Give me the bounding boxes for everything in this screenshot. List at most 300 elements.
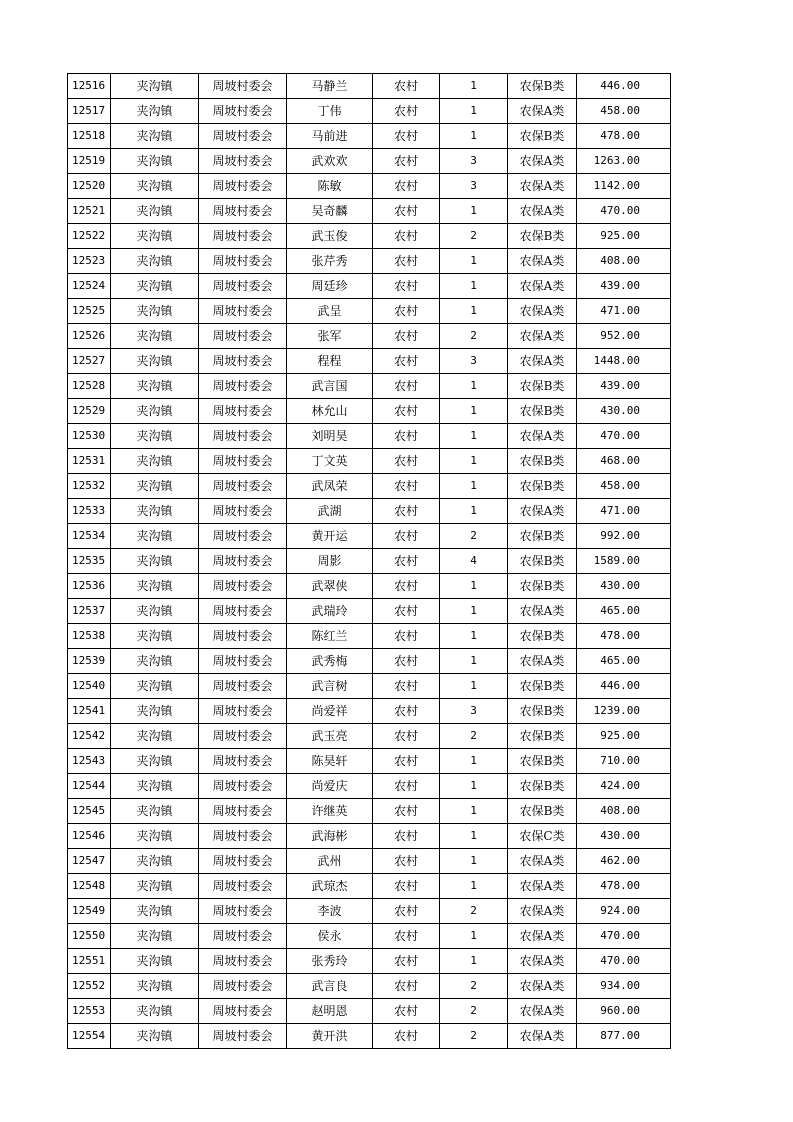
village-committee-cell: 周坡村委会	[199, 374, 287, 399]
table-row	[68, 1024, 671, 1049]
village-committee-cell: 周坡村委会	[199, 899, 287, 924]
insurance-category-cell: 农保A类	[508, 849, 577, 874]
insurance-category-cell: 农保A类	[508, 974, 577, 999]
insurance-category-cell: 农保C类	[508, 824, 577, 849]
record-id-cell: 12523	[68, 249, 111, 274]
insurance-category-cell: 农保B类	[508, 774, 577, 799]
household-count-cell: 1	[440, 574, 508, 599]
insurance-category-cell: 农保B类	[508, 549, 577, 574]
person-name-cell: 黄开洪	[287, 1024, 373, 1049]
table-row	[68, 674, 671, 699]
insurance-category-cell: 农保A类	[508, 599, 577, 624]
record-id-cell: 12520	[68, 174, 111, 199]
household-count-cell: 1	[440, 74, 508, 99]
town-cell: 夹沟镇	[111, 174, 199, 199]
table-row	[68, 749, 671, 774]
insurance-category-cell: 农保A类	[508, 274, 577, 299]
village-committee-cell: 周坡村委会	[199, 474, 287, 499]
village-committee-cell: 周坡村委会	[199, 724, 287, 749]
insurance-category-cell: 农保B类	[508, 374, 577, 399]
person-name-cell: 武欢欢	[287, 149, 373, 174]
insurance-category-cell: 农保A类	[508, 99, 577, 124]
table-row	[68, 874, 671, 899]
area-type-cell: 农村	[373, 899, 440, 924]
household-count-cell: 1	[440, 99, 508, 124]
village-committee-cell: 周坡村委会	[199, 974, 287, 999]
household-count-cell: 2	[440, 974, 508, 999]
area-type-cell: 农村	[373, 374, 440, 399]
household-count-cell: 1	[440, 299, 508, 324]
record-id-cell: 12545	[68, 799, 111, 824]
record-id-cell: 12526	[68, 324, 111, 349]
household-count-cell: 1	[440, 749, 508, 774]
household-count-cell: 1	[440, 474, 508, 499]
amount-cell: 468.00	[577, 449, 671, 474]
household-count-cell: 1	[440, 374, 508, 399]
area-type-cell: 农村	[373, 524, 440, 549]
village-committee-cell: 周坡村委会	[199, 649, 287, 674]
town-cell: 夹沟镇	[111, 824, 199, 849]
insurance-category-cell: 农保B类	[508, 449, 577, 474]
person-name-cell: 武言国	[287, 374, 373, 399]
record-id-cell: 12521	[68, 199, 111, 224]
table-row	[68, 774, 671, 799]
table-row	[68, 524, 671, 549]
area-type-cell: 农村	[373, 249, 440, 274]
amount-cell: 430.00	[577, 399, 671, 424]
amount-cell: 446.00	[577, 74, 671, 99]
village-committee-cell: 周坡村委会	[199, 99, 287, 124]
household-count-cell: 1	[440, 674, 508, 699]
area-type-cell: 农村	[373, 1024, 440, 1049]
person-name-cell: 陈昊轩	[287, 749, 373, 774]
insurance-category-cell: 农保B类	[508, 224, 577, 249]
person-name-cell: 武凤荣	[287, 474, 373, 499]
village-committee-cell: 周坡村委会	[199, 774, 287, 799]
amount-cell: 471.00	[577, 299, 671, 324]
amount-cell: 992.00	[577, 524, 671, 549]
area-type-cell: 农村	[373, 824, 440, 849]
household-count-cell: 1	[440, 874, 508, 899]
amount-cell: 478.00	[577, 624, 671, 649]
amount-cell: 458.00	[577, 99, 671, 124]
insurance-category-cell: 农保B类	[508, 124, 577, 149]
town-cell: 夹沟镇	[111, 849, 199, 874]
town-cell: 夹沟镇	[111, 949, 199, 974]
town-cell: 夹沟镇	[111, 299, 199, 324]
area-type-cell: 农村	[373, 574, 440, 599]
record-id-cell: 12549	[68, 899, 111, 924]
record-id-cell: 12542	[68, 724, 111, 749]
insurance-category-cell: 农保A类	[508, 899, 577, 924]
household-count-cell: 2	[440, 999, 508, 1024]
table-row	[68, 824, 671, 849]
person-name-cell: 刘明昊	[287, 424, 373, 449]
record-id-cell: 12540	[68, 674, 111, 699]
village-committee-cell: 周坡村委会	[199, 624, 287, 649]
amount-cell: 1142.00	[577, 174, 671, 199]
village-committee-cell: 周坡村委会	[199, 199, 287, 224]
village-committee-cell: 周坡村委会	[199, 424, 287, 449]
table-row	[68, 899, 671, 924]
town-cell: 夹沟镇	[111, 999, 199, 1024]
table-row	[68, 324, 671, 349]
insurance-category-cell: 农保B类	[508, 524, 577, 549]
table-row	[68, 424, 671, 449]
town-cell: 夹沟镇	[111, 124, 199, 149]
household-count-cell: 1	[440, 799, 508, 824]
person-name-cell: 许继英	[287, 799, 373, 824]
insurance-category-cell: 农保B类	[508, 74, 577, 99]
area-type-cell: 农村	[373, 324, 440, 349]
record-id-cell: 12524	[68, 274, 111, 299]
record-id-cell: 12548	[68, 874, 111, 899]
insurance-category-cell: 农保B类	[508, 574, 577, 599]
household-count-cell: 1	[440, 499, 508, 524]
amount-cell: 470.00	[577, 424, 671, 449]
area-type-cell: 农村	[373, 149, 440, 174]
person-name-cell: 张芹秀	[287, 249, 373, 274]
area-type-cell: 农村	[373, 699, 440, 724]
record-id-cell: 12537	[68, 599, 111, 624]
person-name-cell: 丁文英	[287, 449, 373, 474]
village-committee-cell: 周坡村委会	[199, 874, 287, 899]
table-row	[68, 974, 671, 999]
table-row	[68, 399, 671, 424]
person-name-cell: 程程	[287, 349, 373, 374]
person-name-cell: 武呈	[287, 299, 373, 324]
person-name-cell: 武海彬	[287, 824, 373, 849]
area-type-cell: 农村	[373, 124, 440, 149]
record-id-cell: 12517	[68, 99, 111, 124]
amount-cell: 960.00	[577, 999, 671, 1024]
table-row	[68, 474, 671, 499]
amount-cell: 1239.00	[577, 699, 671, 724]
town-cell: 夹沟镇	[111, 799, 199, 824]
household-count-cell: 1	[440, 649, 508, 674]
person-name-cell: 尚爱祥	[287, 699, 373, 724]
record-id-cell: 12546	[68, 824, 111, 849]
insurance-category-cell: 农保A类	[508, 649, 577, 674]
village-committee-cell: 周坡村委会	[199, 549, 287, 574]
village-committee-cell: 周坡村委会	[199, 74, 287, 99]
area-type-cell: 农村	[373, 649, 440, 674]
area-type-cell: 农村	[373, 474, 440, 499]
area-type-cell: 农村	[373, 549, 440, 574]
amount-cell: 877.00	[577, 1024, 671, 1049]
area-type-cell: 农村	[373, 499, 440, 524]
table-row	[68, 799, 671, 824]
person-name-cell: 周廷珍	[287, 274, 373, 299]
insurance-category-cell: 农保B类	[508, 699, 577, 724]
amount-cell: 470.00	[577, 924, 671, 949]
area-type-cell: 农村	[373, 999, 440, 1024]
town-cell: 夹沟镇	[111, 349, 199, 374]
amount-cell: 462.00	[577, 849, 671, 874]
area-type-cell: 农村	[373, 799, 440, 824]
table-row	[68, 924, 671, 949]
household-count-cell: 3	[440, 699, 508, 724]
household-count-cell: 2	[440, 899, 508, 924]
record-id-cell: 12535	[68, 549, 111, 574]
village-committee-cell: 周坡村委会	[199, 599, 287, 624]
household-count-cell: 2	[440, 724, 508, 749]
town-cell: 夹沟镇	[111, 149, 199, 174]
town-cell: 夹沟镇	[111, 874, 199, 899]
insurance-category-cell: 农保A类	[508, 949, 577, 974]
record-id-cell: 12543	[68, 749, 111, 774]
area-type-cell: 农村	[373, 749, 440, 774]
town-cell: 夹沟镇	[111, 924, 199, 949]
household-count-cell: 1	[440, 124, 508, 149]
insurance-category-cell: 农保B类	[508, 749, 577, 774]
record-id-cell: 12539	[68, 649, 111, 674]
table-row	[68, 349, 671, 374]
amount-cell: 408.00	[577, 249, 671, 274]
town-cell: 夹沟镇	[111, 574, 199, 599]
amount-cell: 458.00	[577, 474, 671, 499]
record-id-cell: 12533	[68, 499, 111, 524]
insurance-category-cell: 农保A类	[508, 324, 577, 349]
village-committee-cell: 周坡村委会	[199, 299, 287, 324]
table-row	[68, 149, 671, 174]
record-id-cell: 12525	[68, 299, 111, 324]
person-name-cell: 武瑞玲	[287, 599, 373, 624]
record-id-cell: 12547	[68, 849, 111, 874]
record-id-cell: 12519	[68, 149, 111, 174]
person-name-cell: 尚爱庆	[287, 774, 373, 799]
village-committee-cell: 周坡村委会	[199, 274, 287, 299]
person-name-cell: 张秀玲	[287, 949, 373, 974]
town-cell: 夹沟镇	[111, 199, 199, 224]
record-id-cell: 12518	[68, 124, 111, 149]
person-name-cell: 陈敏	[287, 174, 373, 199]
record-id-cell: 12532	[68, 474, 111, 499]
table-row	[68, 299, 671, 324]
amount-cell: 1589.00	[577, 549, 671, 574]
table-row	[68, 99, 671, 124]
record-id-cell: 12527	[68, 349, 111, 374]
table-row	[68, 224, 671, 249]
table-row	[68, 174, 671, 199]
town-cell: 夹沟镇	[111, 399, 199, 424]
village-committee-cell: 周坡村委会	[199, 524, 287, 549]
household-count-cell: 4	[440, 549, 508, 574]
table-row	[68, 449, 671, 474]
town-cell: 夹沟镇	[111, 599, 199, 624]
table-row	[68, 199, 671, 224]
table-row	[68, 599, 671, 624]
area-type-cell: 农村	[373, 449, 440, 474]
town-cell: 夹沟镇	[111, 499, 199, 524]
area-type-cell: 农村	[373, 424, 440, 449]
village-committee-cell: 周坡村委会	[199, 924, 287, 949]
table-row	[68, 124, 671, 149]
person-name-cell: 林允山	[287, 399, 373, 424]
village-committee-cell: 周坡村委会	[199, 449, 287, 474]
person-name-cell: 武玉亮	[287, 724, 373, 749]
amount-cell: 1448.00	[577, 349, 671, 374]
village-committee-cell: 周坡村委会	[199, 949, 287, 974]
area-type-cell: 农村	[373, 949, 440, 974]
insurance-category-cell: 农保A类	[508, 349, 577, 374]
area-type-cell: 农村	[373, 674, 440, 699]
amount-cell: 952.00	[577, 324, 671, 349]
area-type-cell: 农村	[373, 74, 440, 99]
amount-cell: 465.00	[577, 599, 671, 624]
village-committee-cell: 周坡村委会	[199, 1024, 287, 1049]
person-name-cell: 武秀梅	[287, 649, 373, 674]
area-type-cell: 农村	[373, 399, 440, 424]
record-id-cell: 12531	[68, 449, 111, 474]
record-id-cell: 12544	[68, 774, 111, 799]
amount-cell: 478.00	[577, 874, 671, 899]
amount-cell: 439.00	[577, 274, 671, 299]
table-row	[68, 574, 671, 599]
household-count-cell: 1	[440, 949, 508, 974]
insurance-category-cell: 农保A类	[508, 424, 577, 449]
insurance-category-cell: 农保B类	[508, 724, 577, 749]
village-committee-cell: 周坡村委会	[199, 699, 287, 724]
amount-cell: 471.00	[577, 499, 671, 524]
person-name-cell: 武翠侠	[287, 574, 373, 599]
town-cell: 夹沟镇	[111, 374, 199, 399]
record-id-cell: 12534	[68, 524, 111, 549]
person-name-cell: 吴奇麟	[287, 199, 373, 224]
area-type-cell: 农村	[373, 99, 440, 124]
town-cell: 夹沟镇	[111, 649, 199, 674]
town-cell: 夹沟镇	[111, 474, 199, 499]
household-count-cell: 3	[440, 174, 508, 199]
village-committee-cell: 周坡村委会	[199, 224, 287, 249]
area-type-cell: 农村	[373, 924, 440, 949]
household-count-cell: 1	[440, 599, 508, 624]
village-committee-cell: 周坡村委会	[199, 324, 287, 349]
table-row	[68, 624, 671, 649]
insurance-category-cell: 农保A类	[508, 499, 577, 524]
table-body	[68, 74, 671, 1049]
table-row	[68, 699, 671, 724]
amount-cell: 424.00	[577, 774, 671, 799]
village-committee-cell: 周坡村委会	[199, 749, 287, 774]
town-cell: 夹沟镇	[111, 699, 199, 724]
person-name-cell: 陈红兰	[287, 624, 373, 649]
table-row	[68, 274, 671, 299]
person-name-cell: 马前进	[287, 124, 373, 149]
area-type-cell: 农村	[373, 199, 440, 224]
person-name-cell: 侯永	[287, 924, 373, 949]
household-count-cell: 2	[440, 324, 508, 349]
record-id-cell: 12529	[68, 399, 111, 424]
amount-cell: 925.00	[577, 724, 671, 749]
insurance-category-cell: 农保A类	[508, 249, 577, 274]
household-count-cell: 3	[440, 349, 508, 374]
town-cell: 夹沟镇	[111, 274, 199, 299]
town-cell: 夹沟镇	[111, 524, 199, 549]
town-cell: 夹沟镇	[111, 449, 199, 474]
insurance-category-cell: 农保B类	[508, 624, 577, 649]
person-name-cell: 张军	[287, 324, 373, 349]
amount-cell: 446.00	[577, 674, 671, 699]
amount-cell: 1263.00	[577, 149, 671, 174]
person-name-cell: 武州	[287, 849, 373, 874]
town-cell: 夹沟镇	[111, 674, 199, 699]
area-type-cell: 农村	[373, 624, 440, 649]
household-count-cell: 1	[440, 199, 508, 224]
town-cell: 夹沟镇	[111, 899, 199, 924]
household-count-cell: 1	[440, 624, 508, 649]
area-type-cell: 农村	[373, 274, 440, 299]
person-name-cell: 马静兰	[287, 74, 373, 99]
village-committee-cell: 周坡村委会	[199, 149, 287, 174]
village-committee-cell: 周坡村委会	[199, 574, 287, 599]
insurance-category-cell: 农保B类	[508, 474, 577, 499]
record-id-cell: 12541	[68, 699, 111, 724]
person-name-cell: 武湖	[287, 499, 373, 524]
area-type-cell: 农村	[373, 174, 440, 199]
town-cell: 夹沟镇	[111, 1024, 199, 1049]
village-committee-cell: 周坡村委会	[199, 674, 287, 699]
area-type-cell: 农村	[373, 849, 440, 874]
person-name-cell: 武琼杰	[287, 874, 373, 899]
relief-roster-table	[67, 73, 671, 1049]
amount-cell: 430.00	[577, 574, 671, 599]
amount-cell: 408.00	[577, 799, 671, 824]
amount-cell: 439.00	[577, 374, 671, 399]
amount-cell: 934.00	[577, 974, 671, 999]
insurance-category-cell: 农保A类	[508, 149, 577, 174]
record-id-cell: 12516	[68, 74, 111, 99]
village-committee-cell: 周坡村委会	[199, 849, 287, 874]
village-committee-cell: 周坡村委会	[199, 349, 287, 374]
person-name-cell: 武言树	[287, 674, 373, 699]
insurance-category-cell: 农保B类	[508, 799, 577, 824]
record-id-cell: 12530	[68, 424, 111, 449]
town-cell: 夹沟镇	[111, 549, 199, 574]
town-cell: 夹沟镇	[111, 224, 199, 249]
village-committee-cell: 周坡村委会	[199, 999, 287, 1024]
person-name-cell: 李波	[287, 899, 373, 924]
area-type-cell: 农村	[373, 774, 440, 799]
amount-cell: 478.00	[577, 124, 671, 149]
table-row	[68, 249, 671, 274]
insurance-category-cell: 农保A类	[508, 924, 577, 949]
village-committee-cell: 周坡村委会	[199, 124, 287, 149]
town-cell: 夹沟镇	[111, 324, 199, 349]
household-count-cell: 1	[440, 274, 508, 299]
household-count-cell: 1	[440, 824, 508, 849]
village-committee-cell: 周坡村委会	[199, 799, 287, 824]
amount-cell: 430.00	[577, 824, 671, 849]
person-name-cell: 丁伟	[287, 99, 373, 124]
village-committee-cell: 周坡村委会	[199, 824, 287, 849]
table-row	[68, 549, 671, 574]
household-count-cell: 3	[440, 149, 508, 174]
amount-cell: 925.00	[577, 224, 671, 249]
town-cell: 夹沟镇	[111, 624, 199, 649]
table-row	[68, 74, 671, 99]
record-id-cell: 12522	[68, 224, 111, 249]
insurance-category-cell: 农保B类	[508, 399, 577, 424]
household-count-cell: 1	[440, 849, 508, 874]
insurance-category-cell: 农保A类	[508, 199, 577, 224]
table-row	[68, 949, 671, 974]
village-committee-cell: 周坡村委会	[199, 499, 287, 524]
area-type-cell: 农村	[373, 599, 440, 624]
table-row	[68, 649, 671, 674]
table-row	[68, 724, 671, 749]
household-count-cell: 2	[440, 1024, 508, 1049]
